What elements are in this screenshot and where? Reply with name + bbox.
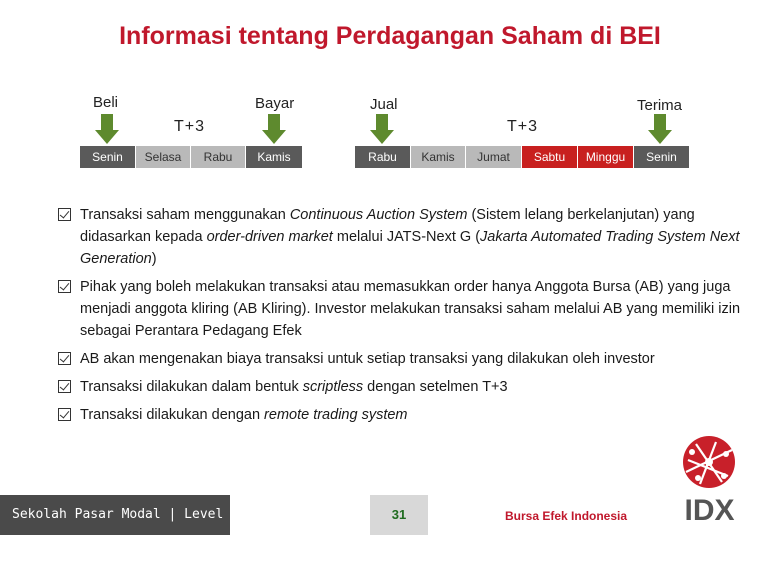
page-number: 31 [370, 495, 428, 535]
label-t3-right: T+3 [507, 118, 539, 135]
bullet-item [58, 204, 748, 270]
footer [0, 495, 780, 562]
label-terima: Terima [637, 97, 683, 114]
checkbox-icon [58, 380, 71, 393]
bullet-text: Transaksi dilakukan dengan [80, 407, 265, 423]
arrow-down-icon [95, 114, 119, 144]
checkbox-icon [58, 352, 71, 365]
bullet-text: (Sistem lelang berkelanjutan) yang didasarkan kepada [80, 207, 695, 245]
bullet-italic-text: remote trading system [264, 407, 408, 423]
arrow-down-icon [648, 114, 672, 144]
day-rabu: Rabu [191, 146, 245, 168]
label-bayar: Bayar [255, 95, 295, 112]
arrow-down-icon [262, 114, 286, 144]
arrow-down-icon [370, 114, 394, 144]
day-kamis: Kamis [411, 146, 465, 168]
bullet-text: Pihak yang boleh melakukan transaksi atau memasukkan order hanya Anggota Bursa (AB) yang juga menjadi anggota kliring (AB Kliring). Investor melakukan transaksi saham melalui AB yang memiliki izin sebagai Perantara Pedagang Efek [80, 279, 741, 339]
bullet-italic-text: scriptless [302, 379, 364, 395]
bullet-text: Transaksi dilakukan dalam bentuk [80, 379, 303, 395]
bullet-text: Transaksi saham menggunakan [80, 207, 290, 223]
bullet-text: ) [151, 251, 157, 267]
day-rabu: Rabu [355, 146, 410, 168]
day-sabtu: Sabtu [522, 146, 577, 168]
day-senin: Senin [80, 146, 135, 168]
logo-text: IDX [684, 494, 735, 527]
day-jumat: Jumat [466, 146, 521, 168]
bullet-text: melalui JATS-Next G ( [332, 229, 481, 245]
bullet-italic-text: Jakarta Automated Trading System Next Generation [80, 229, 740, 267]
footer-course: Sekolah Pasar Modal | Level 1 [0, 495, 230, 535]
bullet-item [58, 404, 748, 426]
checkbox-icon [58, 280, 71, 293]
day-minggu: Minggu [578, 146, 633, 168]
bullet-item [58, 276, 748, 342]
checkbox-icon [58, 408, 71, 421]
checkbox-icon [58, 208, 71, 221]
bullet-text: dengan setelmen T+3 [363, 379, 508, 395]
bullet-text: AB akan mengenakan biaya transaksi untuk setiap transaksi yang dilakukan oleh investor [80, 351, 655, 367]
label-beli: Beli [93, 94, 119, 111]
day-selasa: Selasa [136, 146, 190, 168]
footer-org: Bursa Efek Indonesia [505, 509, 628, 523]
bullet-item [58, 348, 748, 370]
day-kamis: Kamis [246, 146, 302, 168]
bullet-list [58, 204, 748, 432]
label-t3-left: T+3 [174, 118, 206, 135]
bullet-italic-text: order-driven market [206, 229, 333, 245]
bullet-italic-text: Continuous Auction System [289, 207, 468, 223]
bullet-item [58, 376, 748, 398]
day-senin: Senin [634, 146, 689, 168]
slide-title: Informasi tentang Perdagangan Saham di BEI [119, 22, 661, 50]
label-jual: Jual [370, 96, 398, 113]
